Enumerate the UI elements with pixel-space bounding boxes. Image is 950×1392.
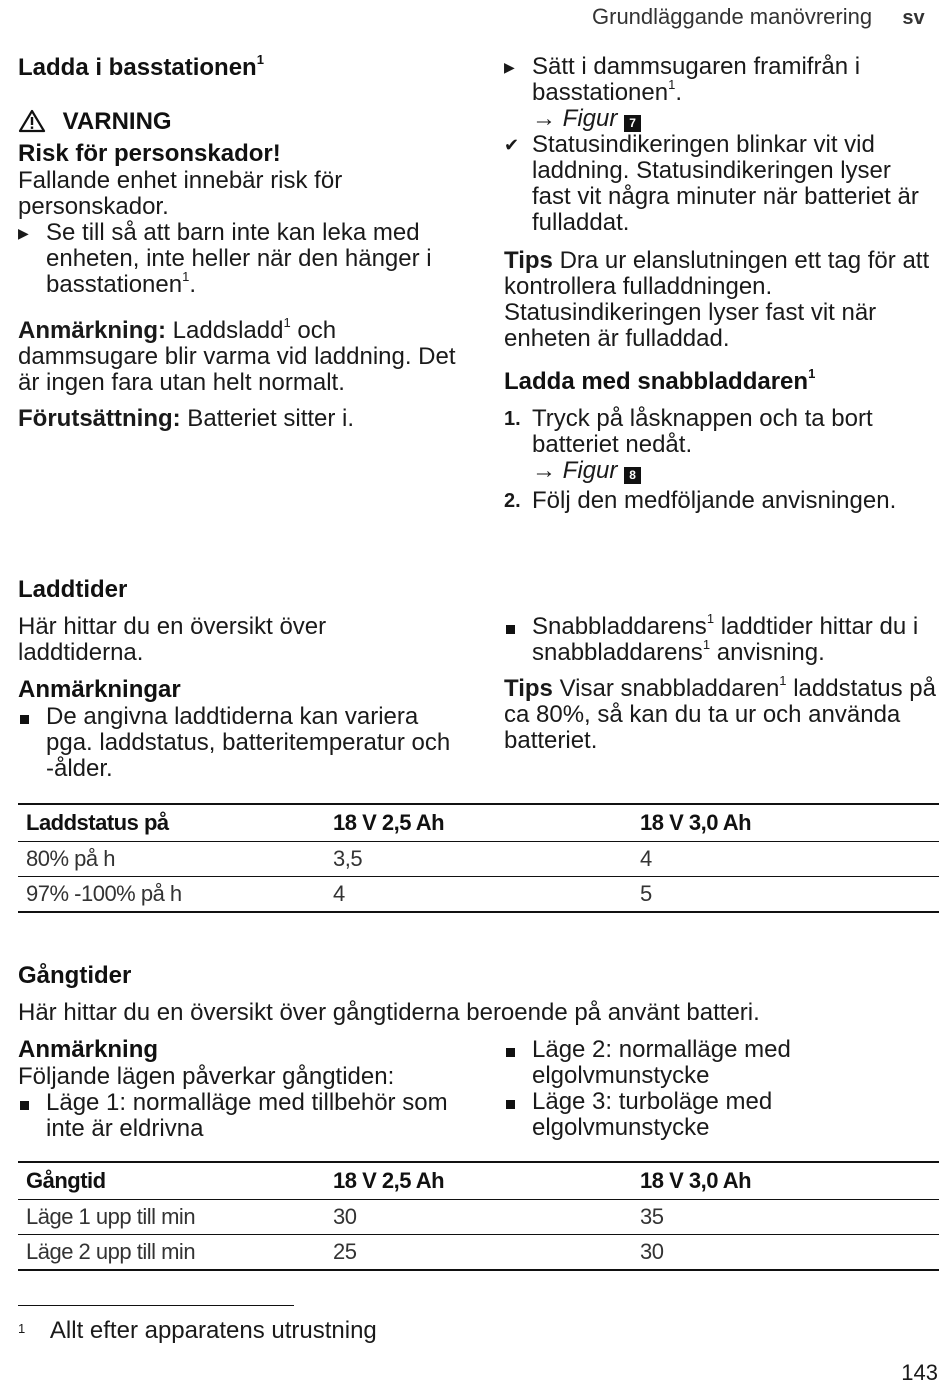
table-header: Gångtid	[18, 1162, 325, 1200]
table-cell: 3,5	[325, 842, 632, 877]
charging-times-table	[18, 803, 939, 913]
table-cell: 5	[632, 877, 939, 913]
gangtider-right	[504, 1037, 934, 1141]
table-header: Laddstatus på	[18, 804, 325, 842]
table-cell: 35	[632, 1200, 939, 1235]
table-cell: 30	[325, 1200, 632, 1235]
warning-text: Fallande enhet innebär risk för personskador.	[18, 167, 343, 220]
table-cell: 97% -100% på h	[18, 877, 325, 913]
section-title: Grundläggande manövrering	[592, 4, 873, 29]
footnote-mark: 1	[18, 1321, 26, 1336]
mode-bullet: Läge 1: normalläge med tillbehör som inte är eldrivna	[18, 1090, 458, 1142]
checkmark-icon: ✔	[504, 135, 520, 155]
footnote-text: Allt efter apparatens utrustning	[49, 1317, 377, 1344]
square-bullet-icon	[18, 704, 46, 782]
section-ladda-basstation	[18, 54, 458, 432]
footnote	[18, 1318, 377, 1344]
charger-bullet: Snabbladdarens$^1$ laddtider hittar du i snabbladdarens$^1$ anvisning.	[504, 614, 940, 666]
intro-text: Här hittar du en översikt över laddtiderna.	[18, 613, 327, 666]
table-cell: Läge 2 upp till min	[18, 1235, 325, 1271]
figure-reference-8: → Figur 8	[532, 457, 641, 484]
square-bullet-icon	[504, 1037, 532, 1089]
section-gangtider	[18, 962, 938, 1026]
warning-label: VARNING	[62, 108, 172, 135]
section-laddtider-right	[504, 611, 940, 754]
table-cell: 30	[632, 1235, 939, 1271]
step-1: 1. Tryck på låsknappen och ta bort batteriet nedåt. → Figur 8	[504, 405, 873, 484]
notes-title: Anmärkningar	[18, 676, 181, 703]
section-title: Laddtider	[18, 576, 128, 603]
warning-heading	[18, 108, 458, 140]
intro-text: Här hittar du en översikt över gångtiderna beroende på använt batteri.	[18, 999, 760, 1026]
page-number: 143	[901, 1360, 938, 1385]
mode-bullet: Läge 3: turboläge med elgolvmunstycke	[504, 1089, 934, 1141]
table-cell: 4	[325, 877, 632, 913]
figure-reference-7: → Figur 7	[532, 105, 641, 132]
tip-paragraph: Tips Visar snabbladdaren$^1$ laddstatus på ca 80%, så kan du ta ur och använda batteriet.	[504, 673, 936, 754]
table-cell: 25	[325, 1235, 632, 1271]
warning-bullet: ▶ Se till så att barn inte kan leka med enheten, inte heller när den hänger i basstationen$^1$.	[18, 219, 432, 298]
square-bullet-icon	[504, 614, 532, 666]
table-cell: Läge 1 upp till min	[18, 1200, 325, 1235]
run-times-table	[18, 1161, 939, 1271]
mode-bullet: Läge 2: normalläge med elgolvmunstycke	[504, 1037, 934, 1089]
table-header: 18 V 2,5 Ah	[325, 1162, 632, 1200]
result-status: ✔ Statusindikeringen blinkar vit vid laddning. Statusindikeringen lyser fast vit några minuter när batteriet är fulladdat.	[504, 131, 919, 236]
note-title: Anmärkning	[18, 1036, 159, 1063]
footnote-rule	[18, 1305, 294, 1306]
warning-triangle-icon	[18, 109, 46, 140]
note-paragraph: Anmärkning: Laddsladd$^1$ och dammsugare blir varma vid laddning. Det är ingen fara utan helt normalt.	[18, 315, 456, 396]
arrow-bullet-icon: ▶	[504, 59, 515, 75]
square-bullet-icon	[18, 1090, 46, 1142]
step-insert: ▶ Sätt i dammsugaren framifrån i basstationen$^1$. → Figur 7	[504, 53, 861, 132]
tip-paragraph: Tips Dra ur elanslutningen ett tag för att kontrollera fulladdningen. Statusindikeringen lyser fast vit när enheten är fulladdad.	[504, 247, 930, 352]
language-code: sv	[902, 7, 925, 29]
notes-bullet: De angivna laddtiderna kan variera pga. laddstatus, batteritemperatur och -ålder.	[18, 704, 458, 782]
section-title: Ladda i basstationen$^1$	[18, 52, 264, 81]
table-row	[18, 877, 939, 913]
warning-title: Risk för personskador!	[18, 140, 281, 167]
table-header: 18 V 3,0 Ah	[632, 804, 939, 842]
step-2: 2. Följ den medföljande anvisningen.	[504, 487, 897, 514]
table-header-row	[18, 804, 939, 842]
table-cell: 80% på h	[18, 842, 325, 877]
square-bullet-icon	[504, 1089, 532, 1141]
section-laddtider	[18, 576, 458, 782]
section-title: Gångtider	[18, 962, 132, 989]
arrow-bullet-icon: ▶	[18, 225, 29, 241]
section-ladda-steps	[504, 54, 934, 514]
table-row	[18, 1235, 939, 1271]
table-row	[18, 1200, 939, 1235]
table-header-row	[18, 1162, 939, 1200]
table-cell: 4	[632, 842, 939, 877]
gangtider-left	[18, 1036, 458, 1142]
table-header: 18 V 2,5 Ah	[325, 804, 632, 842]
note-text: Följande lägen påverkar gångtiden:	[18, 1063, 395, 1090]
prerequisite-paragraph: Förutsättning: Batteriet sitter i.	[18, 405, 355, 432]
section-title-snabbladdare: Ladda med snabbladdaren$^1$	[504, 366, 816, 395]
table-row	[18, 842, 939, 877]
table-header: 18 V 3,0 Ah	[632, 1162, 939, 1200]
running-header	[592, 4, 925, 31]
